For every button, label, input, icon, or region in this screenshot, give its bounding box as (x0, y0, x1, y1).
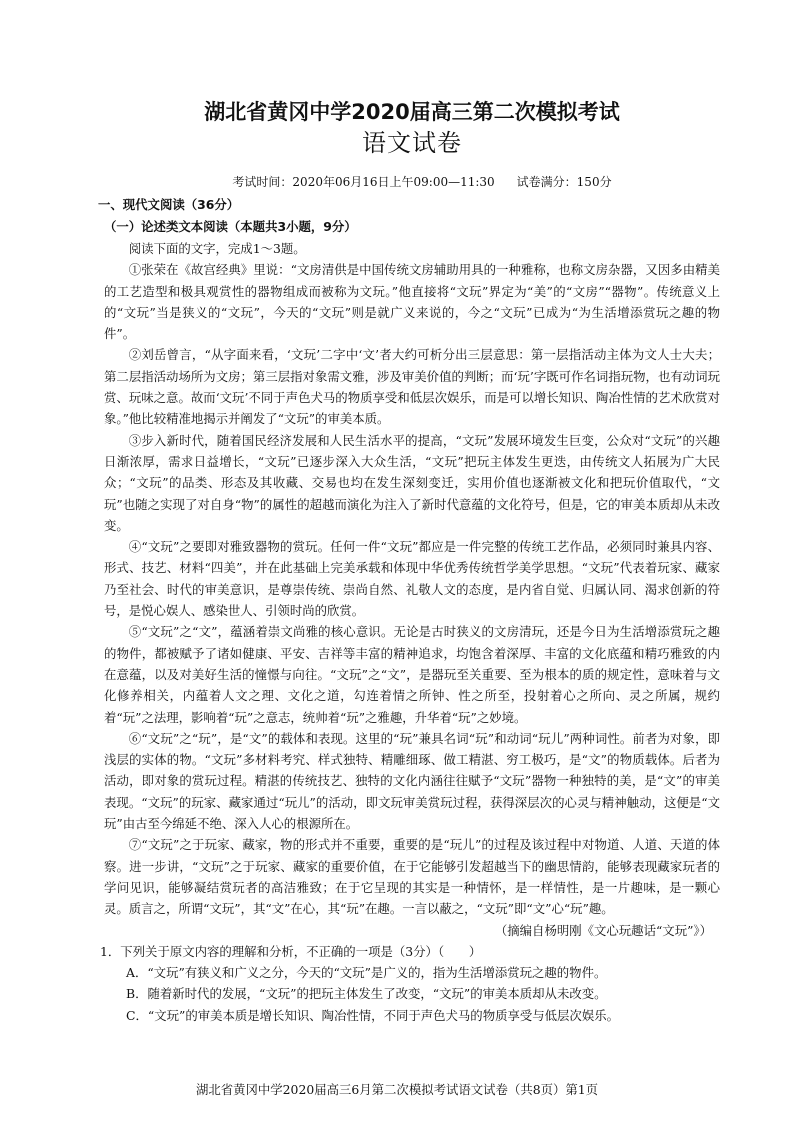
paragraph-2: ②刘岳曾言，“从字面来看，‘文玩’二字中‘文’者大约可析分出三层意思：第一层指活动主体为文人士大夫；第二层指活动场所为文房；第三层指对象需文雅，涉及审美价值的判断；而‘玩’字既可作名词指玩物，也有动词玩赏、玩味之意。故而‘文玩’不同于声色犬马的物质享受和低层次娱乐，而是可以增长知识、陶冶性情的艺术欣赏对象。”他比较精准地揭示并阐发了“文玩”的审美本质。 (104, 347, 720, 427)
section-heading: 一、现代文阅读（36分） (98, 197, 240, 212)
exam-time: 考试时间：2020年06月16日上午09:00—11:30 (232, 175, 495, 189)
question-1-option-a: A．“文玩”有狭义和广义之分，今天的“文玩”是广义的，指为生活增添赏玩之趣的物件。 (126, 965, 607, 981)
paragraph-1: ①张荣在《故宫经典》里说：“文房清供是中国传统文房辅助用具的一种雅称，也称文房杂器，又因多由精美的工艺造型和极具观赏性的器物组成而被称为文玩。”他直接将“文玩”界定为“美”的“文房”“器物”。传统意义上的“文玩”当是狭义的“文玩”，今天的“文玩”则是就广义来说的，今之“文玩”已成为“为生活增添赏玩之趣的物件”。 (104, 262, 720, 342)
question-1-option-b: B．随着新时代的发展，“文玩”的把玩主体发生了改变，“文玩”的审美本质却从未改变。 (126, 986, 607, 1002)
exam-title: 湖北省黄冈中学2020届高三第二次模拟考试 (204, 100, 620, 124)
exam-subject-title: 语文试卷 (362, 129, 462, 157)
reading-instruction: 阅读下面的文字，完成1～3题。 (128, 241, 306, 256)
paragraph-3: ③步入新时代，随着国民经济发展和人民生活水平的提高，“文玩”发展环境发生巨变，公众对“文玩”的兴趣日渐浓厚，需求日益增长，“文玩”已逐步深入大众生活，“文玩”把玩主体发生更迭，由传统文人拓展为广大民众；“文玩”的品类、形态及其收藏、交易也均在发生深刻变迁，实用价值也逐渐被文化和把玩价值取代，“文玩”也随之实现了对自身“物”的属性的超越而演化为注入了新时代意蕴的文化符号，但是，它的审美本质却从未改变。 (104, 432, 720, 533)
article-source: （摘编自杨明刚《文心玩趣话“文玩”》） (494, 922, 712, 938)
full-score: 试卷满分：150分 (516, 175, 612, 189)
question-1-option-c: C．“文玩”的审美本质是增长知识、陶冶性情，不同于声色犬马的物质享受与低层次娱乐。 (126, 1007, 619, 1023)
paragraph-4: ④“文玩”之要即对雅致器物的赏玩。任何一件“文玩”都应是一件完整的传统工艺作品，必须同时兼具内容、形式、技艺、材料“四美”，并在此基础上完美承载和体现中华优秀传统哲学美学思想。“文玩”代表着玩家、藏家乃至社会、时代的审美意识，是尊崇传统、崇尚自然、礼敬人文的态度，是内省自觉、归属认同、渴求创新的符号，是悦心娱人、感染世人、引领时尚的欣赏。 (104, 539, 720, 619)
paragraph-5: ⑤“文玩”之“文”，蕴涵着崇文尚雅的核心意识。无论是古时狭义的文房清玩，还是今日为生活增添赏玩之趣的物件，都被赋予了诸如健康、平安、吉祥等丰富的精神追求，均饱含着深厚、丰富的文化底蕴和精巧雅致的内在意蕴，以及对美好生活的憧憬与向往。“文玩”之“文”，是器玩至关重要、至为根本的质的规定性，意味着与文化修养相关，内蕴着人文之理、文化之道，勾连着情之所钟、性之所至，投射着心之所向、灵之所属，规约着“玩”之法理，影响着“玩”之意志，统帅着“玩”之雅趣，升华着“玩”之妙境。 (104, 624, 720, 725)
exam-info (104, 172, 720, 192)
subsection-heading: （一）论述类文本阅读（本题共3小题，9分） (104, 219, 357, 234)
page-footer: 湖北省黄冈中学2020届高三6月第二次模拟考试语文试卷（共8页）第1页 (195, 1082, 599, 1097)
paragraph-6: ⑥“文玩”之“玩”，是“文”的载体和表现。这里的“玩”兼具名词“玩”和动词“玩儿”两种词性。前者为对象，即浅层的实体的物。“文玩”多材料考究、样式独特、精雕细琢、做工精湛、穷工极巧，是“文”的物质载体。后者为活动，即对象的赏玩过程。精湛的传统技艺、独特的文化内涵往往赋予“文玩”器物一种独特的美，是“文”的审美表现。“文玩”的玩家、藏家通过“玩儿”的活动，即文玩审美赏玩过程，获得深层次的心灵与精神触动，这便是“文玩”由古至今绵延不绝、深入人心的根源所在。 (104, 730, 720, 832)
paragraph-7: ⑦“文玩”之于玩家、藏家，物的形式并不重要，重要的是“玩儿”的过程及该过程中对物道、人道、天道的体察。进一步讲，“文玩”之于玩家、藏家的重要价值，在于它能够引发超越当下的幽思情韵，能够表现藏家玩者的学问见识，能够凝结赏玩者的高洁雅致；在于它呈现的其实是一种情怀，是一样情性，是一片趣味，是一颗心灵。质言之，所谓“文玩”，其“文”在心，其“玩”在趣。一言以蔽之，“文玩”即“文”心“玩”趣。 (104, 837, 720, 917)
question-1-stem: 1．下列关于原文内容的理解和分析，不正确的一项是（3分）（ ） (100, 943, 482, 959)
